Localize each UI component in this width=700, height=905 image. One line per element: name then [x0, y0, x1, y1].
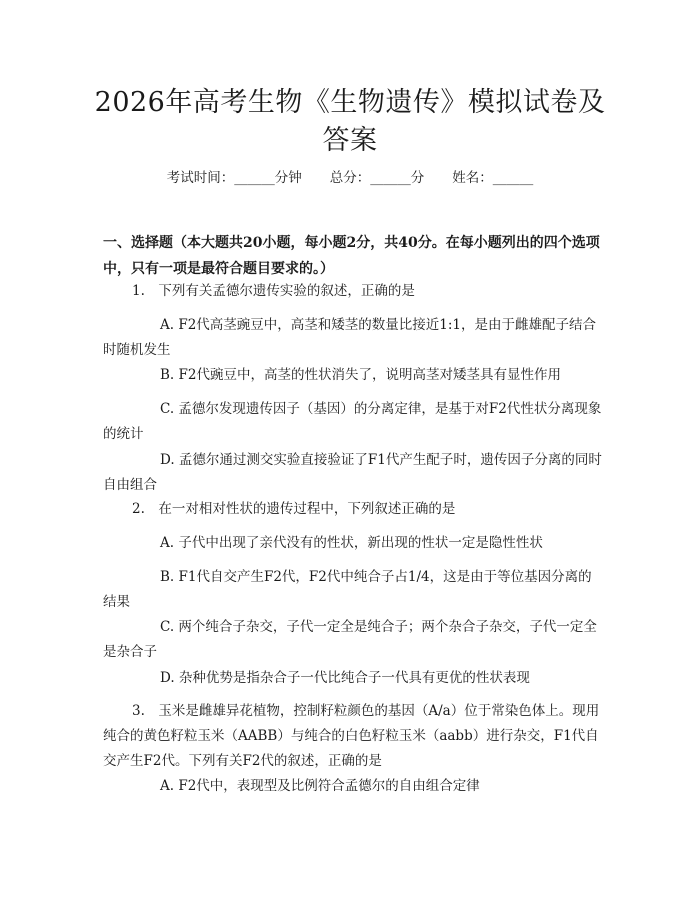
total-score-field: 总分：______分: [329, 170, 425, 186]
question-1-option-d: D. 孟德尔通过测交实验直接验证了F1代产生配子时，遗传因子分离的同时自由组合: [103, 452, 602, 493]
question-2-option-b: B. F1代自交产生F2代，F2代中纯合子占1/4，这是由于等位基因分离的结果: [103, 569, 592, 610]
exam-meta: [0, 168, 700, 188]
exam-time-field: 考试时间：______分钟: [166, 170, 302, 186]
student-name-field: 姓名：______: [452, 170, 534, 186]
question-1-option-a: A. F2代高茎豌豆中，高茎和矮茎的数量比接近1:1，是由于雌雄配子结合时随机发生: [103, 317, 597, 358]
question-1-option-b: B. F2代豌豆中，高茎的性状消失了，说明高茎对矮茎具有显性作用: [160, 367, 561, 383]
question-2-option-c: C. 两个纯合子杂交，子代一定全是纯合子；两个杂合子杂交，子代一定全是杂合子: [103, 619, 597, 660]
question-3-option-a: A. F2代中，表现型及比例符合孟德尔的自由组合定律: [160, 778, 480, 794]
question-3-stem: 3. 玉米是雌雄异花植物，控制籽粒颜色的基因（A/a）位于常染色体上。现用纯合的黄色籽粒玉米（AABB）与纯合的白色籽粒玉米（aabb）进行杂交，F1代自交产生F2代。下列有关F2代的叙述，正确的是: [103, 703, 600, 769]
document-title: 2026年高考生物《生物遗传》模拟试卷及答案: [94, 87, 606, 156]
section-heading: 一、选择题（本大题共20小题，每小题2分，共40分。在每小题列出的四个选项中，只有一项是最符合题目要求的。）: [103, 235, 600, 277]
question-2-option-d: D. 杂种优势是指杂合子一代比纯合子一代具有更优的性状表现: [160, 670, 530, 686]
question-1-option-c: C. 孟德尔发现遗传因子（基因）的分离定律，是基于对F2代性状分离现象的统计: [103, 401, 602, 442]
question-2-stem: 2. 在一对相对性状的遗传过程中，下列叙述正确的是: [132, 501, 456, 517]
question-1-stem: 1. 下列有关孟德尔遗传实验的叙述，正确的是: [132, 283, 415, 299]
question-2-option-a: A. 子代中出现了亲代没有的性状，新出现的性状一定是隐性性状: [160, 535, 543, 551]
